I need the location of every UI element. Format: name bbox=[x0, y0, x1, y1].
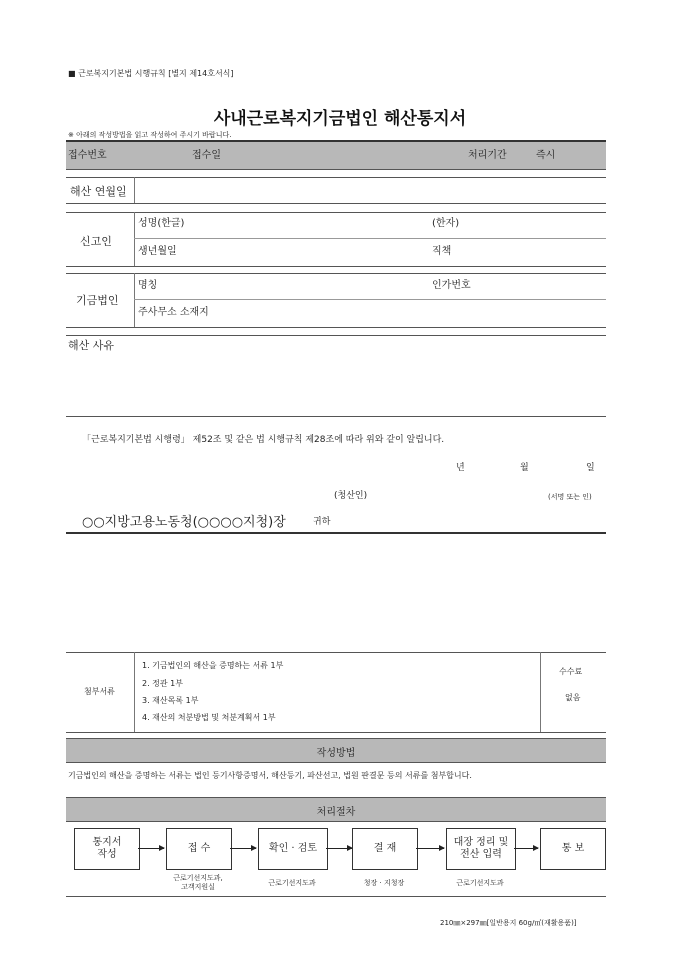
fund-name: 명칭 bbox=[138, 280, 158, 291]
reporter-label: 신고인 bbox=[80, 235, 112, 248]
receipt-bar bbox=[66, 141, 606, 169]
actor-review: 근로기선지도과 bbox=[268, 879, 316, 887]
step-ledger-entry: 대장 정리 및 전산 입력 bbox=[446, 828, 516, 870]
signature-label: (서명 또는 인) bbox=[548, 493, 592, 501]
attachment-item: 1. 기금법인의 해산을 증명하는 서류 1부 bbox=[142, 661, 284, 670]
reporter-name-hanja: (한자) bbox=[432, 218, 460, 229]
attachment-item: 4. 재산의 처분방법 및 처분계획서 1부 bbox=[142, 713, 276, 722]
attachment-item: 2. 정관 1부 bbox=[142, 679, 183, 688]
form-reference-note: ■ 근로복지기본법 시행규칙 [별지 제14호서식] bbox=[68, 69, 234, 78]
date-month: 월 bbox=[520, 463, 529, 473]
step-receipt: 접 수 bbox=[166, 828, 232, 870]
step-review: 확인 · 검토 bbox=[258, 828, 328, 870]
fund-approval-number: 인가번호 bbox=[432, 280, 471, 291]
processing-period-value: 즉시 bbox=[536, 150, 556, 161]
date-day: 일 bbox=[586, 463, 595, 473]
step-notify: 통 보 bbox=[540, 828, 606, 870]
fund-label: 기금법인 bbox=[76, 294, 119, 307]
attachments-label: 첨부서류 bbox=[84, 687, 115, 696]
paper-spec-footer: 210㎜×297㎜[일반용지 60g/㎡(재활용품)] bbox=[440, 919, 577, 927]
dissolution-reason-label: 해산 사유 bbox=[68, 339, 115, 352]
reporter-position: 직책 bbox=[432, 246, 452, 257]
step-approval: 결 재 bbox=[352, 828, 418, 870]
dissolution-date-label: 해산 연월일 bbox=[70, 185, 127, 198]
procedure-header: 처리절차 bbox=[316, 807, 356, 818]
legal-statement: 「근로복지기본법 시행령」 제52조 및 같은 법 시행규칙 제28조에 따라 위와 같이 알립니다. bbox=[82, 435, 445, 445]
step-write-notice: 통지서 작성 bbox=[74, 828, 140, 870]
method-header: 작성방법 bbox=[316, 748, 356, 759]
recipient-authority: ○○지방고용노동청(○○○○지청)장 bbox=[82, 515, 286, 530]
receipt-date-label: 접수일 bbox=[192, 150, 221, 161]
date-year: 년 bbox=[456, 463, 465, 473]
page-title: 사내근로복지기금법인 해산통지서 bbox=[213, 109, 467, 129]
fund-address: 주사무소 소재지 bbox=[138, 307, 209, 318]
receipt-number-label: 접수번호 bbox=[68, 150, 107, 161]
actor-approval: 청장 · 지청장 bbox=[363, 879, 405, 887]
instruction-note: ※ 아래의 작성방법을 읽고 작성하여 주시기 바랍니다. bbox=[68, 131, 232, 139]
reporter-birth-date: 생년월일 bbox=[138, 246, 177, 257]
liquidator-label: (청산인) bbox=[334, 491, 368, 501]
recipient-suffix: 귀하 bbox=[313, 517, 331, 527]
method-text: 기금법인의 해산을 증명하는 서류는 법인 등기사항증명서, 해산등기, 파산선고, 법원 판결문 등의 서류를 첨부합니다. bbox=[68, 771, 472, 780]
actor-ledger-entry: 근로기선지도과 bbox=[456, 879, 504, 887]
fee-value: 없음 bbox=[565, 693, 581, 702]
fee-label: 수수료 bbox=[559, 667, 583, 676]
processing-period-label: 처리기간 bbox=[468, 150, 507, 161]
reporter-name-hangul: 성명(한글) bbox=[138, 218, 185, 229]
attachment-item: 3. 재산목록 1부 bbox=[142, 696, 199, 705]
actor-receipt: 근로기선지도과, 고객지원실 bbox=[173, 874, 223, 891]
